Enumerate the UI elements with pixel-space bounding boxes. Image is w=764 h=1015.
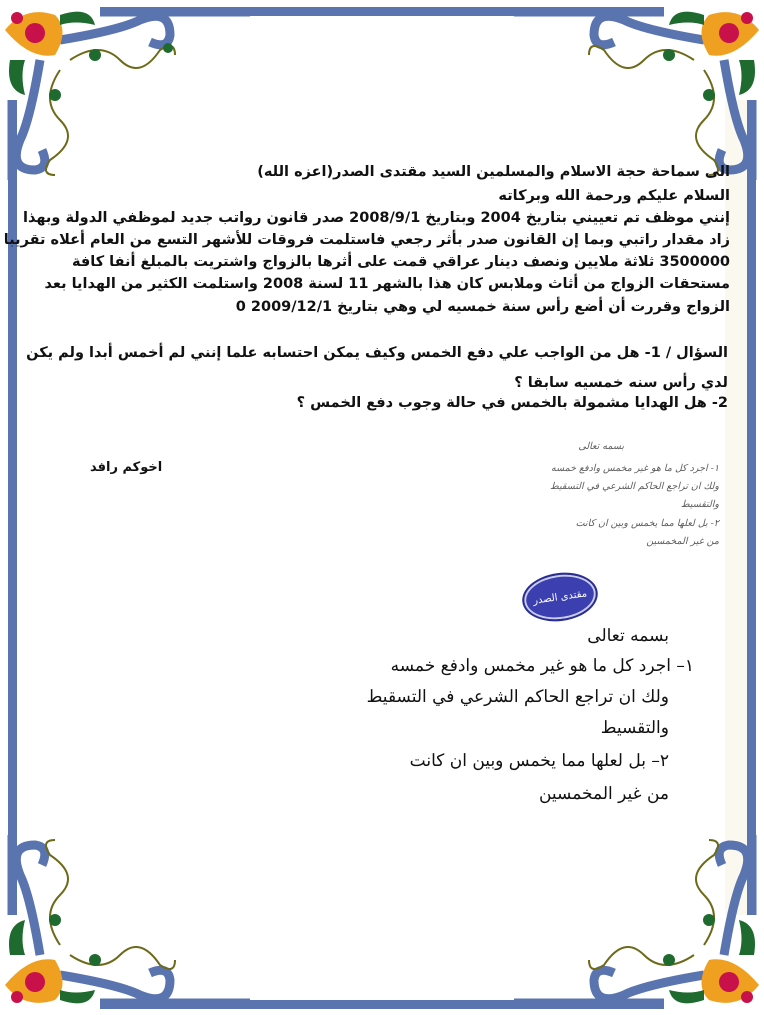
handwritten-reply-line: من غير المخمسين <box>646 536 719 547</box>
corner-ornament-top-right <box>514 0 764 180</box>
corner-ornament-top-left <box>0 0 250 180</box>
letter-question-line: 2- هل الهدايا مشمولة بالخمس في حالة وجوب دفع الخمس ؟ <box>296 395 728 411</box>
reply-heading: بسمه تعالى <box>587 626 669 646</box>
reply-line: والتقسيط <box>600 718 669 738</box>
handwritten-reply-line: ولك ان تراجع الحاكم الشرعي في التسقيط <box>550 481 719 492</box>
letter-signature: اخوكم رافد <box>90 460 163 475</box>
handwritten-reply-line: بسمه تعالى <box>578 441 624 452</box>
handwritten-reply-line: والتقسيط <box>680 499 719 510</box>
reply-line: ولك ان تراجع الحاكم الشرعي في التسقيط <box>366 687 669 707</box>
frame-right-border <box>747 100 756 915</box>
frame-left-border <box>8 100 17 915</box>
reply-line: من غير المخمسين <box>538 784 669 804</box>
reply-line: ٢– بل لعلها مما يخمس وبين ان كانت <box>409 751 669 771</box>
corner-ornament-bottom-left <box>0 835 250 1015</box>
reply-line: ١– اجرد كل ما هو غير مخمس وادفع خمسه <box>390 656 694 676</box>
letter-question-line: لدي رأس سنه خمسيه سابقا ؟ <box>514 375 728 391</box>
letter-body-line: إنني موظف تم تعييني بتاريخ 2004 وبتاريخ 2008/9/1 صدر قانون رواتب جديد لموظفي الدولة وبهذا <box>23 210 730 226</box>
corner-ornament-bottom-right <box>514 835 764 1015</box>
letter-question-line: السؤال / 1- هل من الواجب علي دفع الخمس وكيف يمكن احتسابه علما إنني لم أخمس أبدا ولم يكن <box>26 345 728 361</box>
official-seal-stamp: مقتدى الصدر <box>519 568 601 626</box>
letter-body-line: الزواج وقررت أن أضع رأس سنة خمسيه لي وهي بتاريخ 2009/12/1 0 <box>235 299 730 315</box>
letter-salutation: الى سماحة حجة الاسلام والمسلمين السيد مقتدى الصدر(اعزه الله) <box>257 164 730 180</box>
letter-body-line: زاد مقدار راتبي وبما إن القانون صدر بأثر رجعي فاستلمت فروقات للأشهر التسع من العام أعلاه تقريبا <box>3 232 730 248</box>
letter-greeting: السلام عليكم ورحمة الله وبركاته <box>498 188 730 204</box>
handwritten-reply-line: ٢- بل لعلها مما يخمس وبين ان كانت <box>575 518 719 529</box>
letter-body-line: مستحقات الزواج من أثاث وملابس كان هذا بالشهر 11 لسنة 2008 واستلمت الكثير من الهدايا بعد <box>44 276 730 292</box>
handwritten-reply-line: ١- اجرد كل ما هو غير مخمس وادفع خمسه <box>551 463 719 474</box>
letter-body-line: 3500000 ثلاثة ملايين ونصف دينار عراقي قمت على أثرها بالزواج واشتريت بالمبلغ أنفا كافة <box>71 254 730 270</box>
